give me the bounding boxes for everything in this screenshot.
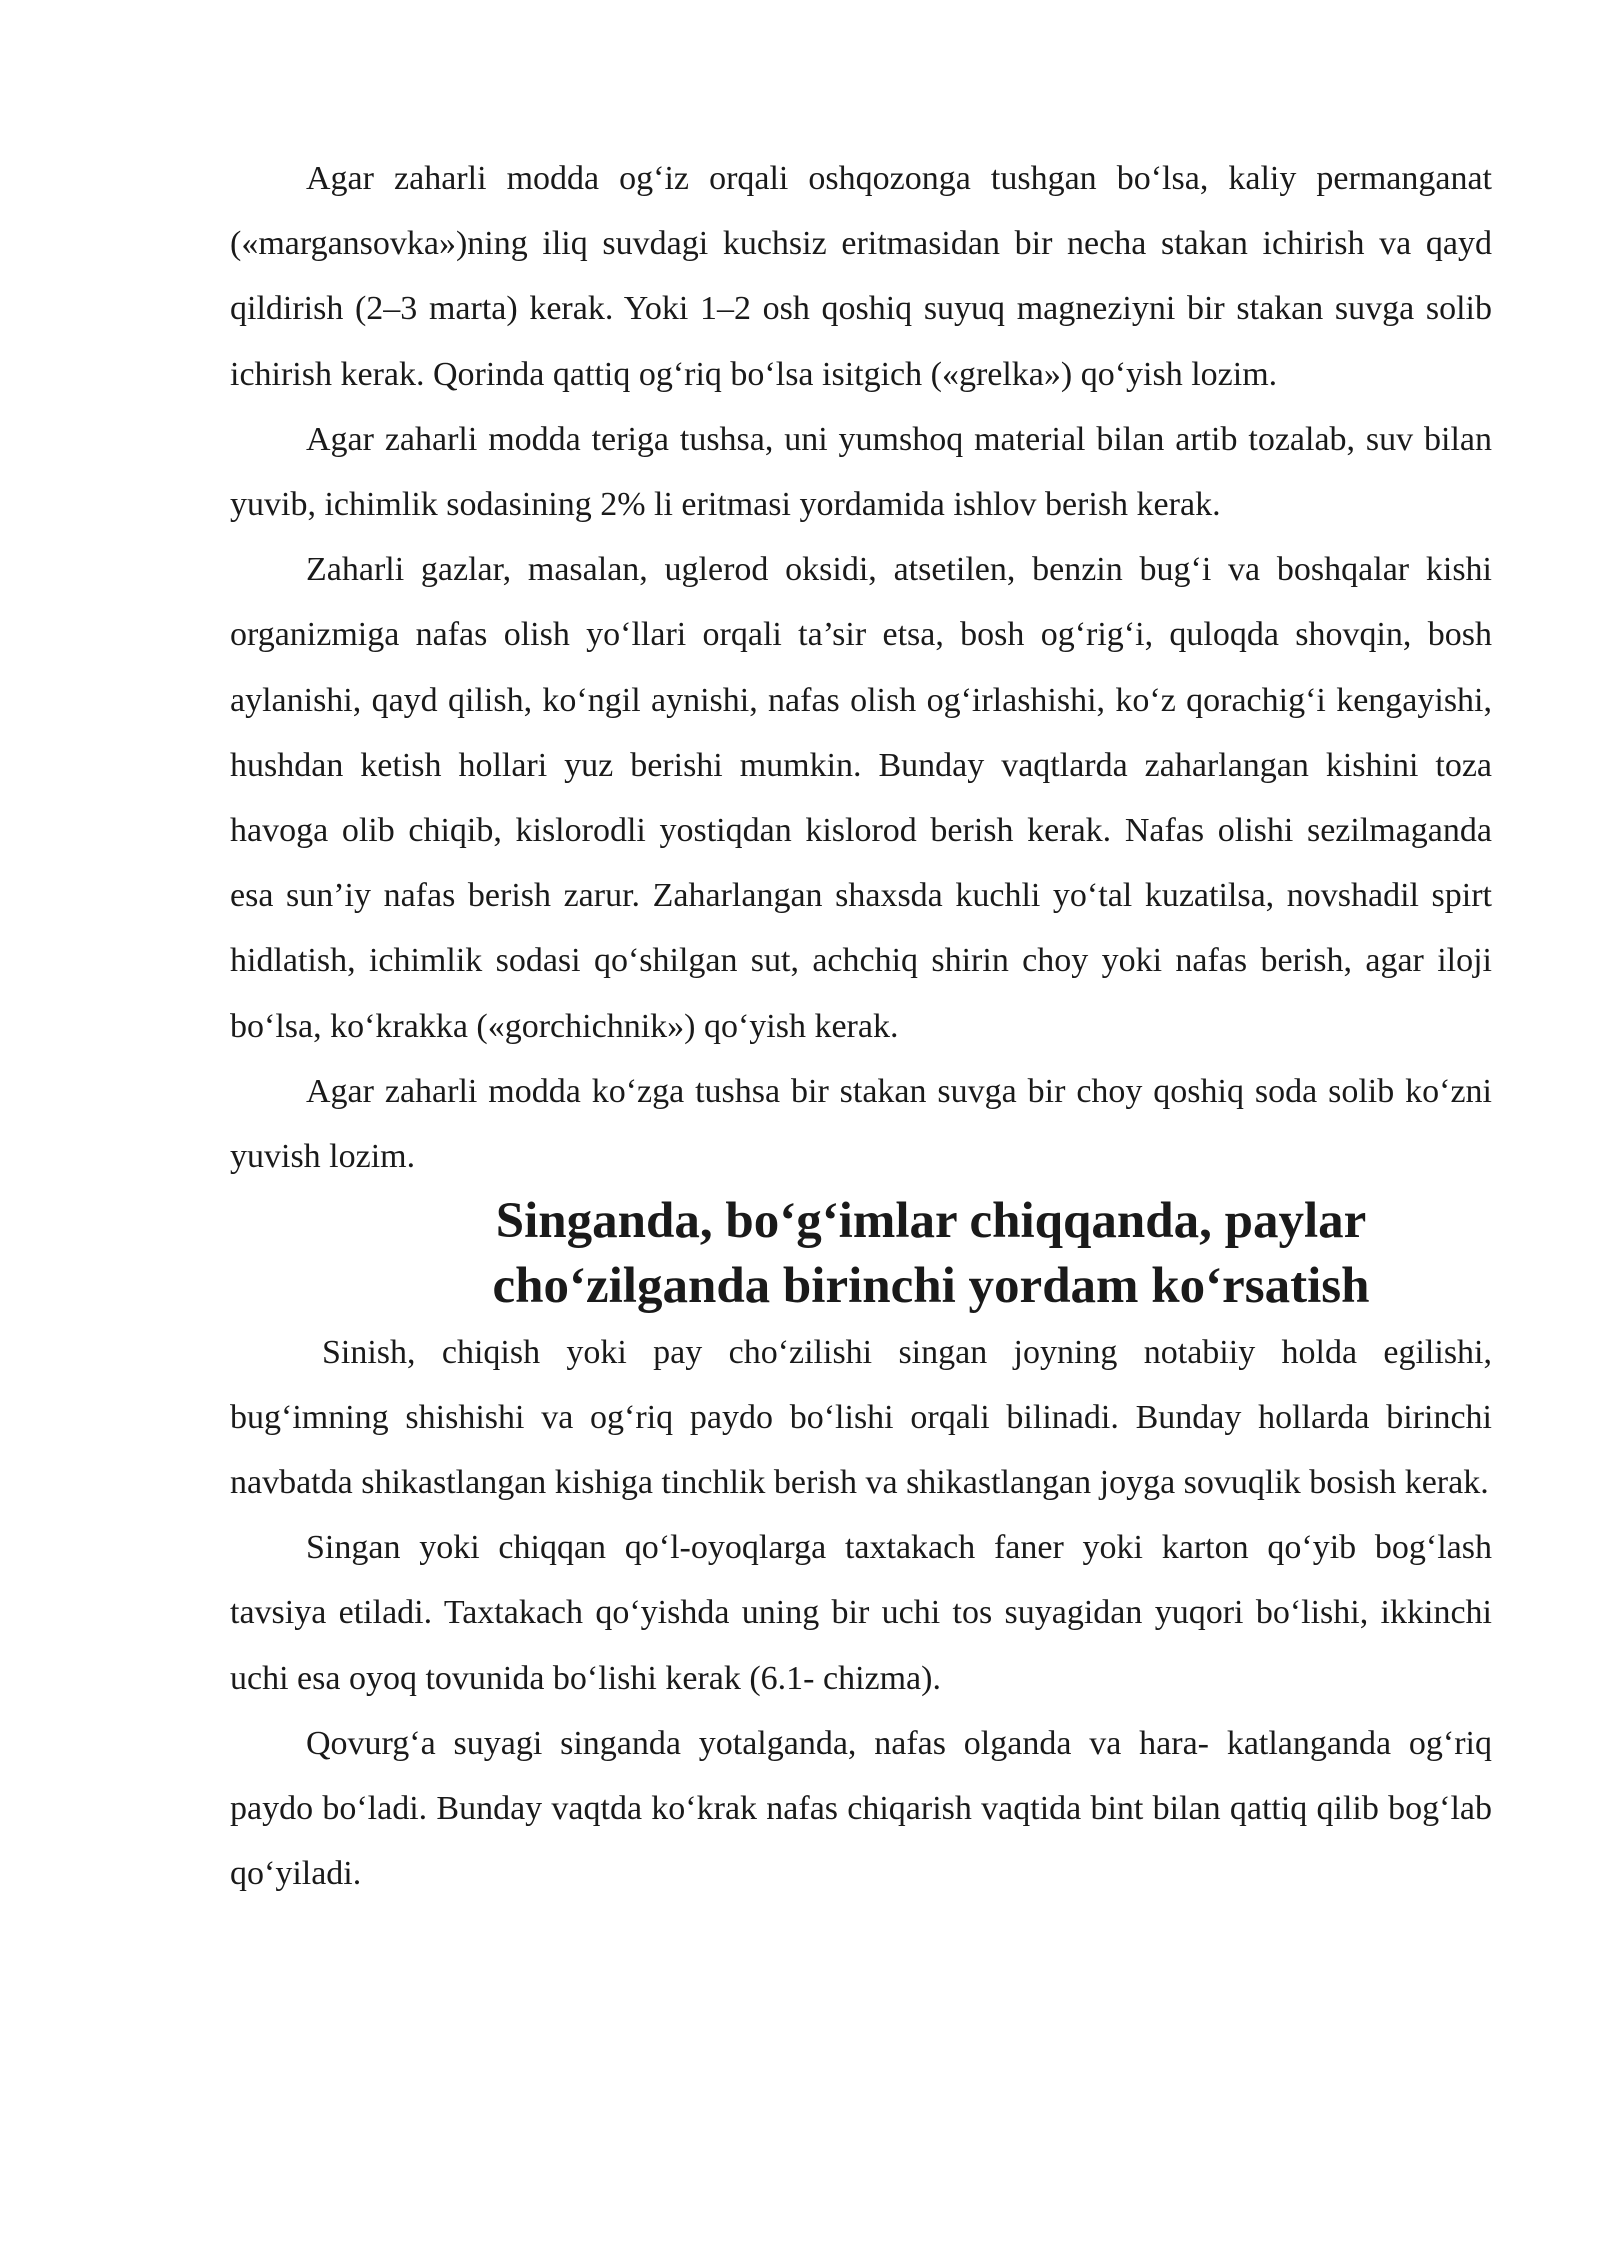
paragraph-rib-fracture: Qovurg‘a suyagi singanda yotalganda, nafas olganda va hara- katlanganda og‘riq paydo bo‘ladi. Bunday vaqtda ko‘krak nafas chiqarish vaqtida bint bilan qattiq qilib bog‘lab qo‘yiladi. [230,1724,1492,1893]
paragraph-skin-poisoning: Agar zaharli modda teriga tushsa, uni yumshoq material bilan artib tozalab, suv bilan yuvib, ichimlik sodasining 2% li eritmasi yordamida ishlov berish kerak. [230,420,1492,524]
paragraph-eye-poisoning: Agar zaharli modda ko‘zga tushsa bir stakan suvga bir choy qoshiq soda solib ko‘zni yuvish lozim. [230,1072,1492,1176]
document-page [230,146,1492,1906]
section-heading: Singanda, bo‘g‘imlar chiqqanda, paylar cho‘zilganda birinchi yordam ko‘rsatish [492,1193,1370,1315]
paragraph-splinting: Singan yoki chiqqan qo‘l-oyoqlarga taxtakach faner yoki karton qo‘yib bog‘lash tavsiya etiladi. Taxtakach qo‘yishda uning bir uchi tos suyagidan yuqori bo‘lishi, ikkinchi uchi esa oyoq tovunida bo‘lishi kerak (6.1- chizma). [230,1529,1492,1697]
paragraph-fracture-signs: Sinish, chiqish yoki pay cho‘zilishi singan joyning notabiiy holda egilishi, bug‘imning shishishi va og‘riq paydo bo‘lishi orqali bilinadi. Bunday hollarda birinchi navbatda shikastlangan kishiga tinchlik berish va shikastlangan joyga sovuqlik bosish kerak. [230,1333,1492,1502]
paragraph-gas-poisoning: Zaharli gazlar, masalan, uglerod oksidi, atsetilen, benzin bug‘i va boshqalar kishi organizmiga nafas olish yo‘llari orqali ta’sir etsa, bosh og‘rig‘i, quloqda shovqin, bosh aylanishi, qayd qilish, ko‘ngil aynishi, nafas olish og‘irlashishi, ko‘z qorachig‘i kengayishi, hushdan ketish hollari yuz berishi mumkin. Bunday vaqtlarda zaharlangan kishini toza havoga olib chiqib, kislorodli yostiqdan kislorod berish kerak. Nafas olishi sezilmaganda esa sun’iy nafas berish zarur. Zaharlangan shaxsda kuchli yo‘tal kuzatilsa, novshadil spirt hidlatish, ichimlik sodasi qo‘shilgan sut, achchiq shirin choy yoki nafas berish, agar iloji bo‘lsa, ko‘krakka («gorchichnik») qo‘yish kerak. [230,551,1492,1045]
paragraph-oral-poisoning: Agar zaharli modda og‘iz orqali oshqozonga tushgan bo‘lsa, kaliy permanganat («margansovka»)ning iliq suvdagi kuchsiz eritmasidan bir necha stakan ichirish va qayd qildirish (2–3 marta) kerak. Yoki 1–2 osh qoshiq suyuq magneziyni bir stakan suvga solib ichirish kerak. Qorinda qattiq og‘riq bo‘lsa isitgich («grelka») qo‘yish lozim. [230,160,1492,393]
